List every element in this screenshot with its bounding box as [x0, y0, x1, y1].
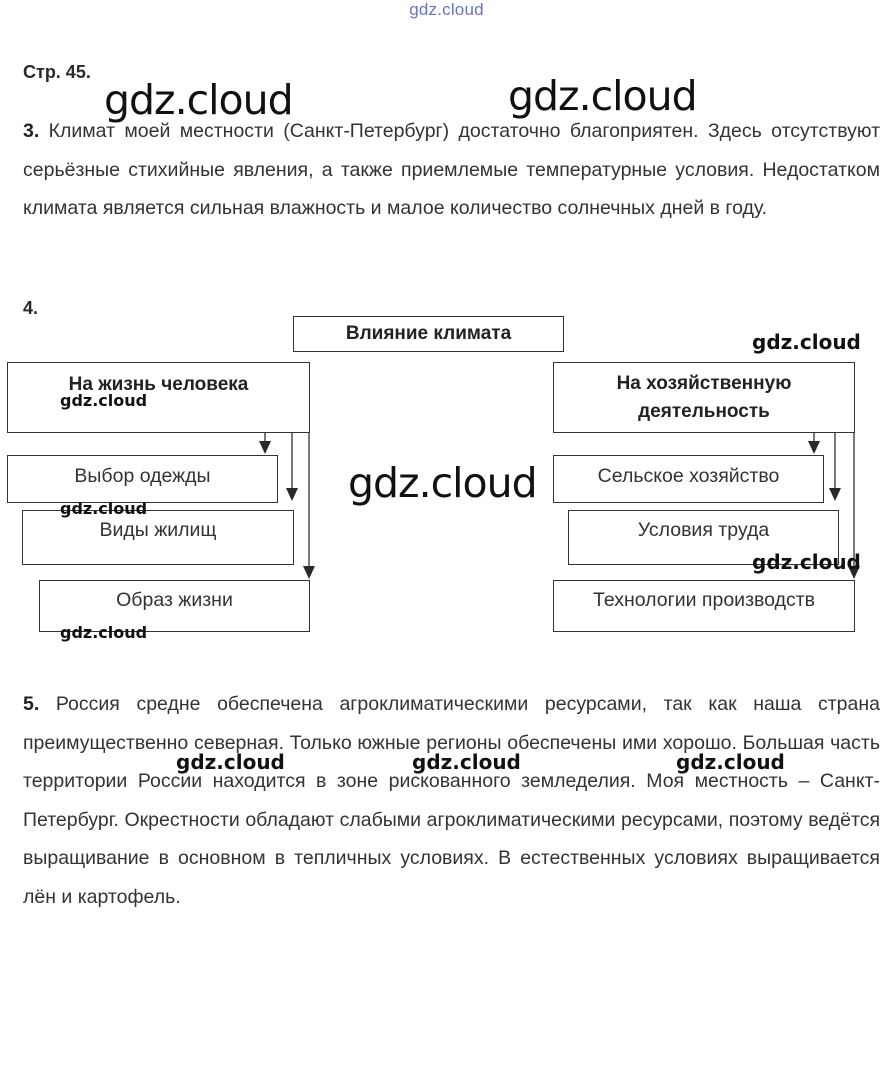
watermark: gdz.cloud — [508, 72, 697, 120]
watermark: gdz.cloud — [60, 391, 148, 410]
right-category-label-line2: деятельность — [638, 400, 770, 422]
left-item-label: Виды жилищ — [99, 519, 217, 541]
right-category-label-line1: На хозяйственную — [616, 372, 792, 394]
watermark: gdz.cloud — [752, 330, 861, 354]
right-item-box — [553, 580, 855, 632]
right-item-box — [553, 455, 824, 503]
site-watermark-header: gdz.cloud — [409, 0, 484, 19]
watermark: gdz.cloud — [676, 750, 785, 774]
arrow-head — [829, 488, 841, 501]
watermark: gdz.cloud — [60, 499, 148, 518]
task-5-number: 5. — [23, 693, 40, 715]
task-3-text: Климат моей местности (Санкт-Петербург) достаточно благоприятен. Здесь отсутствуют серьёзные стихийные явления, а также приемлемые температурные условия. Недостатком климата является сильная влажность и малое количество солнечных дней в году. — [23, 120, 880, 219]
page-reference: Стр. 45. — [23, 62, 91, 82]
left-item-label: Выбор одежды — [74, 464, 211, 487]
diagram-root-box — [293, 316, 564, 352]
watermark: gdz.cloud — [752, 550, 861, 574]
left-item-box — [22, 510, 294, 565]
arrow-head — [286, 488, 298, 501]
right-item-label: Технологии производств — [593, 589, 815, 611]
task-3-number: 3. — [23, 120, 40, 142]
watermark: gdz.cloud — [104, 76, 293, 124]
arrow-head — [808, 441, 820, 454]
watermark: gdz.cloud — [60, 623, 148, 642]
watermark: gdz.cloud — [176, 750, 285, 774]
left-item-label: Образ жизни — [116, 589, 233, 611]
arrow-head — [303, 566, 315, 579]
right-item-label: Сельское хозяйство — [597, 464, 780, 487]
left-category-label: На жизнь человека — [68, 374, 249, 395]
task-4-number: 4. — [23, 298, 39, 318]
left-category-box — [7, 362, 310, 433]
right-category-box — [553, 362, 855, 433]
right-item-label: Условия труда — [637, 519, 770, 541]
watermark: gdz.cloud — [412, 750, 521, 774]
left-item-box — [7, 455, 278, 503]
task-5-paragraph — [23, 685, 880, 916]
diagram-root-label: Влияние климата — [345, 323, 512, 344]
arrow-head — [259, 441, 271, 454]
watermark: gdz.cloud — [348, 459, 537, 507]
task-5-text: Россия средне обеспечена агроклиматическими ресурсами, так как наша страна преимущественно северная. Только южные регионы обеспечены ими хорошо. Большая часть территории России находится в зоне рискованного земледелия. Моя местность – Санкт-Петербург. Окрестности обладают слабыми агроклиматическими ресурсами, поэтому ведётся выращивание в основном в тепличных условиях. В естественных условиях выращивается лён и картофель. — [23, 693, 880, 908]
